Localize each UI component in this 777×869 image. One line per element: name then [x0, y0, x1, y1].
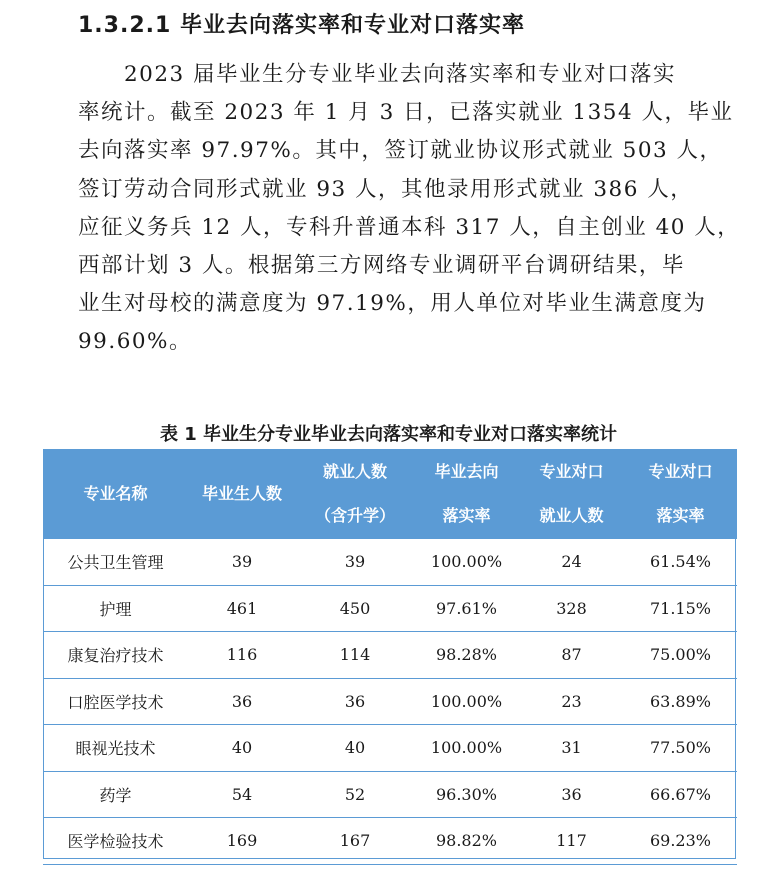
cell-major: 眼视光技术	[43, 725, 188, 772]
header-matched-rate: 专业对口 落实率	[624, 449, 737, 539]
cell-placement-rate: 98.28%	[414, 632, 519, 679]
table-caption: 表 1 毕业生分专业毕业去向落实率和专业对口落实率统计	[159, 424, 618, 445]
cell-major: 药学	[43, 771, 188, 818]
cell-matched-rate: 66.67%	[624, 771, 737, 818]
table-row	[43, 585, 737, 632]
cell-graduates: 39	[188, 539, 296, 585]
cell-placement-rate: 100.00%	[414, 539, 519, 585]
header-employed: 就业人数 （含升学）	[296, 449, 414, 539]
cell-placement-rate: 98.82%	[414, 818, 519, 865]
cell-graduates: 54	[188, 771, 296, 818]
header-major-name: 专业名称	[43, 449, 188, 539]
cell-employed: 39	[296, 539, 414, 585]
stats-table	[43, 449, 737, 865]
table-row	[43, 725, 737, 772]
cell-graduates: 116	[188, 632, 296, 679]
cell-placement-rate: 97.61%	[414, 585, 519, 632]
table-row	[43, 539, 737, 585]
cell-matched-rate: 77.50%	[624, 725, 737, 772]
cell-matched-employed: 36	[519, 771, 624, 818]
cell-placement-rate: 96.30%	[414, 771, 519, 818]
cell-graduates: 461	[188, 585, 296, 632]
table-row	[43, 771, 737, 818]
paragraph-line: 应征义务兵 12 人，专科升普通本科 317 人，自主创业 40 人，	[78, 214, 741, 240]
paragraph-line: 99.60%。	[78, 329, 192, 355]
cell-major: 口腔医学技术	[43, 678, 188, 725]
cell-matched-rate: 75.00%	[624, 632, 737, 679]
cell-matched-employed: 24	[519, 539, 624, 585]
cell-matched-rate: 71.15%	[624, 585, 737, 632]
cell-matched-rate: 63.89%	[624, 678, 737, 725]
paragraph-line: 西部计划 3 人。根据第三方网络专业调研平台调研结果，毕	[78, 253, 685, 279]
header-graduates: 毕业生人数	[188, 449, 296, 539]
cell-major: 医学检验技术	[43, 818, 188, 865]
cell-major: 康复治疗技术	[43, 632, 188, 679]
cell-graduates: 36	[188, 678, 296, 725]
table-header-row	[43, 449, 737, 539]
table-row	[43, 632, 737, 679]
paragraph-line: 2023 届毕业生分专业毕业去向落实率和专业对口落实	[78, 62, 677, 87]
cell-matched-employed: 328	[519, 585, 624, 632]
cell-placement-rate: 100.00%	[414, 725, 519, 772]
cell-employed: 52	[296, 771, 414, 818]
cell-matched-employed: 117	[519, 818, 624, 865]
cell-matched-rate: 61.54%	[624, 539, 737, 585]
section-heading: 1.3.2.1 毕业去向落实率和专业对口落实率	[78, 13, 525, 38]
cell-graduates: 40	[188, 725, 296, 772]
table-row	[43, 818, 737, 865]
cell-major: 护理	[43, 585, 188, 632]
paragraph-line: 签订劳动合同形式就业 93 人，其他录用形式就业 386 人，	[78, 176, 694, 202]
table-row	[43, 678, 737, 725]
body-paragraph	[78, 56, 741, 362]
cell-matched-employed: 31	[519, 725, 624, 772]
cell-matched-employed: 87	[519, 632, 624, 679]
header-matched-employed: 专业对口 就业人数	[519, 449, 624, 539]
cell-matched-rate: 69.23%	[624, 818, 737, 865]
cell-employed: 40	[296, 725, 414, 772]
paragraph-line: 去向落实率 97.97%。其中，签订就业协议形式就业 503 人，	[78, 138, 723, 164]
cell-graduates: 169	[188, 818, 296, 865]
cell-major: 公共卫生管理	[43, 539, 188, 585]
header-placement-rate: 毕业去向 落实率	[414, 449, 519, 539]
paragraph-line: 业生对母校的满意度为 97.19%，用人单位对毕业生满意度为	[78, 291, 707, 317]
cell-employed: 450	[296, 585, 414, 632]
paragraph-line: 率统计。截至 2023 年 1 月 3 日，已落实就业 1354 人，毕业	[78, 100, 734, 126]
cell-employed: 167	[296, 818, 414, 865]
cell-employed: 36	[296, 678, 414, 725]
cell-placement-rate: 100.00%	[414, 678, 519, 725]
cell-employed: 114	[296, 632, 414, 679]
cell-matched-employed: 23	[519, 678, 624, 725]
